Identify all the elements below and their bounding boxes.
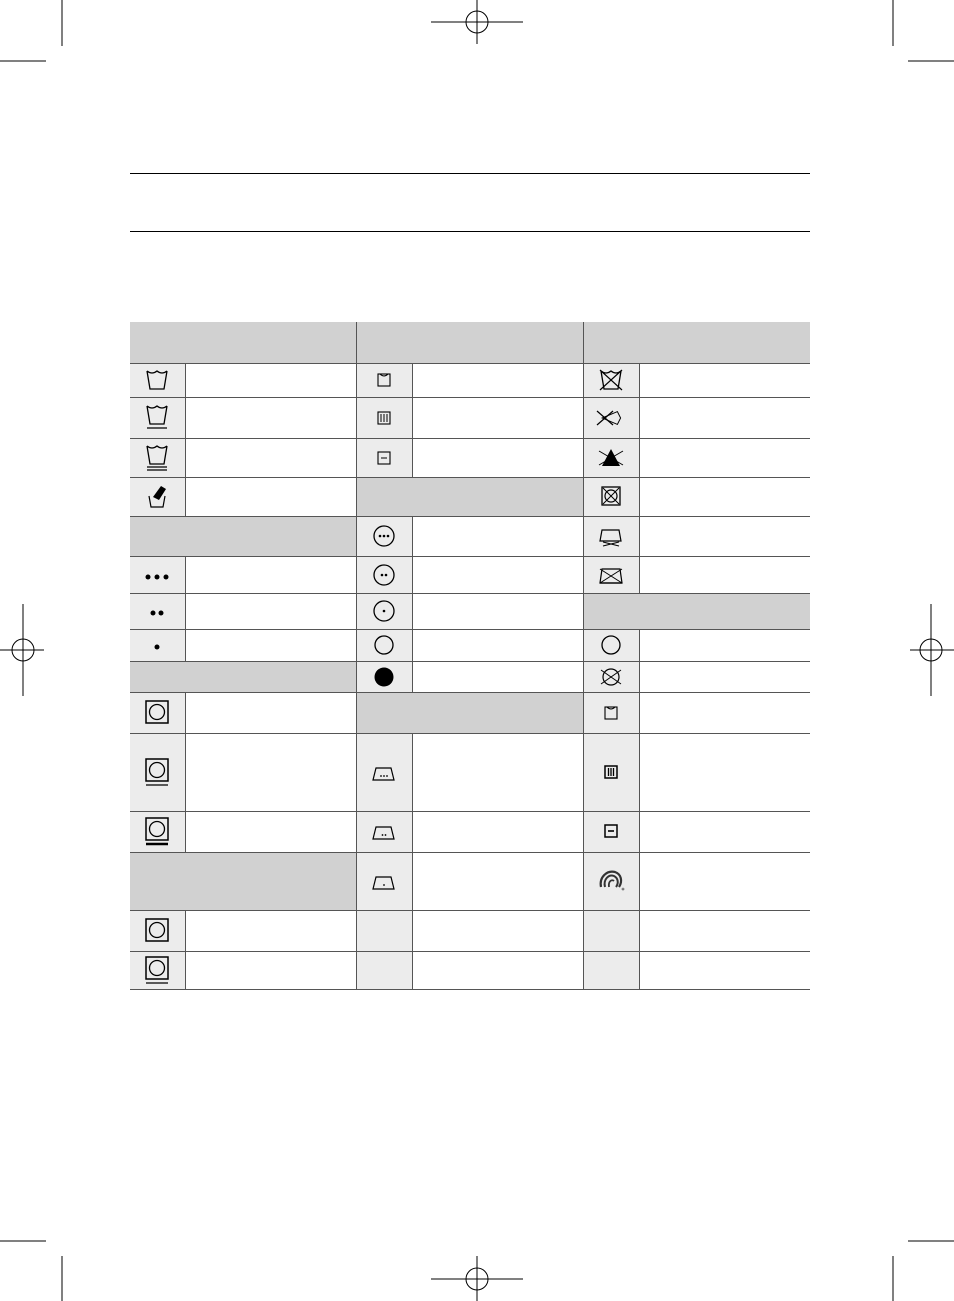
section-band [357,692,583,733]
filled-circle-icon [375,668,394,687]
do-not-tumble-dry-icon [602,487,620,505]
section-band [357,477,583,516]
dot-one-icon [155,645,160,650]
dots-three-icon [146,575,169,580]
header-row [130,322,810,363]
section-band [130,516,356,556]
section-band [130,852,356,910]
section-band [130,661,356,692]
section-band [584,593,810,629]
